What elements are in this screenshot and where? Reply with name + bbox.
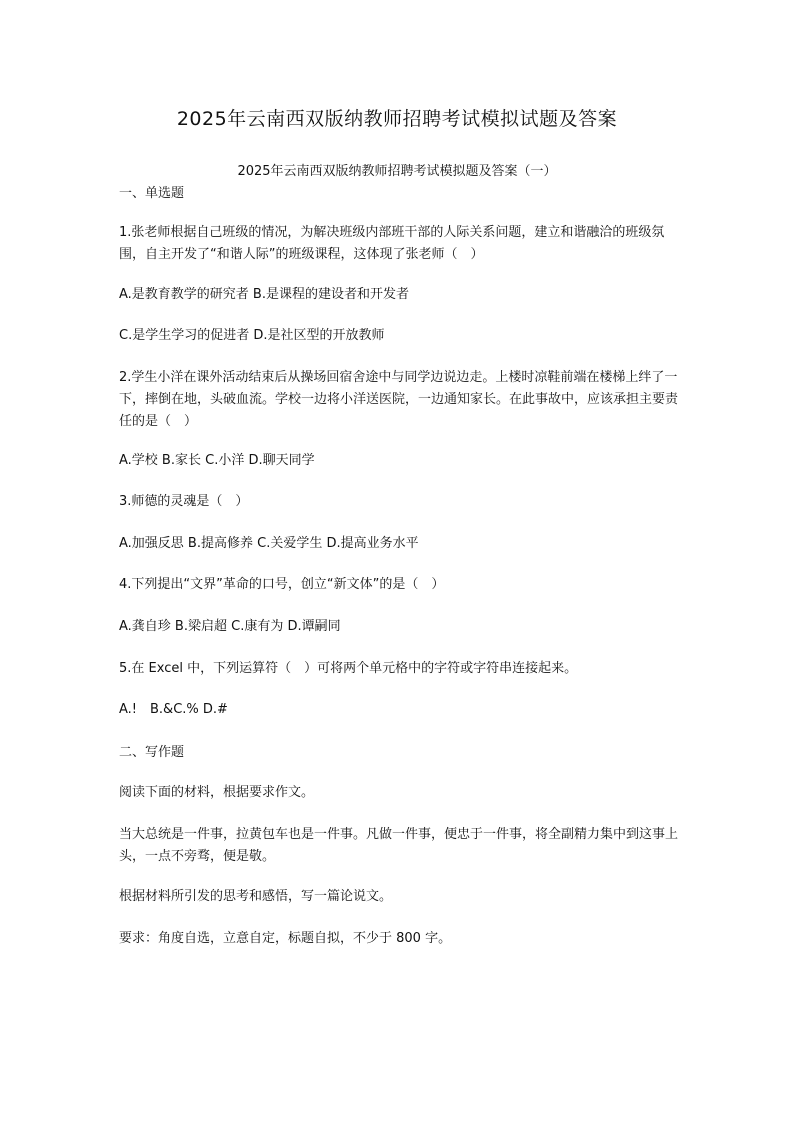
question-1-options-ab: A.是教育教学的研究者 B.是课程的建设者和开发者 — [119, 287, 409, 302]
question-5-stem: 5.在 Excel 中，下列运算符（ ）可将两个单元格中的字符或字符串连接起来。 — [119, 661, 578, 676]
question-1-stem: 1.张老师根据自己班级的情况，为解决班级内部班干部的人际关系问题，建立和谐融洽的班级氛围，自主开发了“和谐人际”的班级课程，这体现了张老师（ ） — [119, 225, 665, 262]
question-2-stem: 2.学生小洋在课外活动结束后从操场回宿舍途中与同学边说边走。上楼时凉鞋前端在楼梯上绊了一下，摔倒在地，头破血流。学校一边将小洋送医院，一边通知家长。在此事故中，应该承担主要责任的是（ ） — [119, 370, 679, 429]
section-heading-writing: 二、写作题 — [119, 745, 185, 760]
writing-instruction: 阅读下面的材料，根据要求作文。 — [119, 785, 315, 800]
question-3-options: A.加强反思 B.提高修养 C.关爱学生 D.提高业务水平 — [119, 536, 419, 551]
section-heading-single-choice: 一、单选题 — [119, 186, 185, 201]
question-2-options: A.学校 B.家长 C.小洋 D.聊天同学 — [119, 453, 315, 468]
writing-requirement: 要求：角度自选，立意自定，标题自拟，不少于 800 字。 — [119, 931, 452, 946]
question-1-options-cd: C.是学生学习的促进者 D.是社区型的开放教师 — [119, 328, 385, 343]
question-4-options: A.龚自珍 B.梁启超 C.康有为 D.谭嗣同 — [119, 619, 341, 634]
question-3-stem: 3.师德的灵魂是（ ） — [119, 494, 249, 509]
document-title: 2025年云南西双版纳教师招聘考试模拟试题及答案 — [176, 108, 618, 130]
question-5-options: A.! B.&C.% D.# — [119, 702, 228, 717]
exam-subtitle: 2025年云南西双版纳教师招聘考试模拟题及答案（一） — [237, 164, 557, 179]
question-4-stem: 4.下列提出“文界”革命的口号，创立“新文体”的是（ ） — [119, 577, 445, 592]
writing-material: 当大总统是一件事，拉黄包车也是一件事。凡做一件事，便忠于一件事，将全副精力集中到这事上头，一点不旁骛，便是敬。 — [119, 827, 679, 864]
writing-prompt: 根据材料所引发的思考和感悟，写一篇论说文。 — [119, 889, 393, 904]
